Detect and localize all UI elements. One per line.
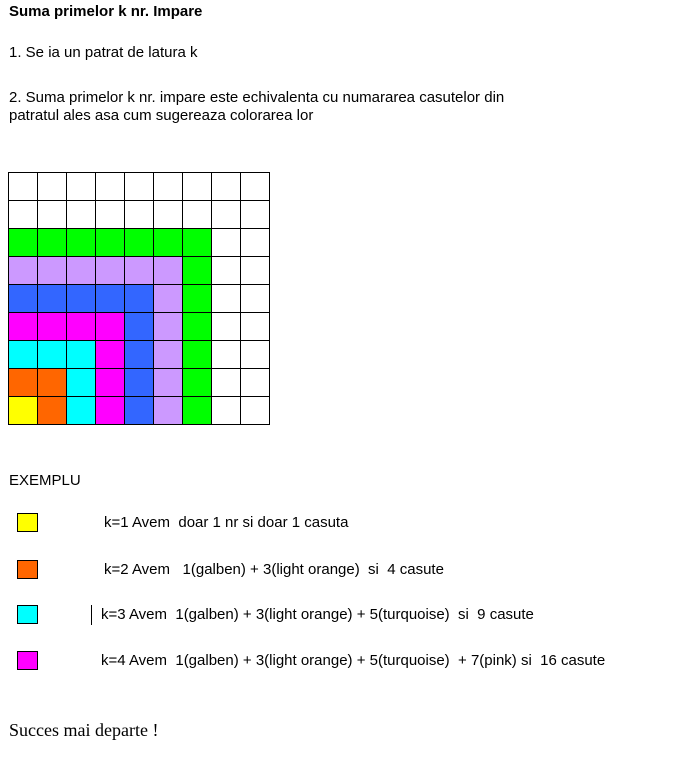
grid-cell bbox=[125, 173, 154, 201]
grid-cell bbox=[96, 257, 125, 285]
grid-cell bbox=[241, 285, 270, 313]
grid-cell bbox=[125, 341, 154, 369]
grid-cell bbox=[183, 397, 212, 425]
example-text-k4: k=4 Avem 1(galben) + 3(light orange) + 5(turquoise) + 7(pink) si 16 casute bbox=[101, 652, 606, 669]
grid-cell bbox=[67, 201, 96, 229]
example-heading: EXEMPLU bbox=[9, 472, 81, 489]
grid-cell bbox=[241, 257, 270, 285]
grid-cell bbox=[96, 201, 125, 229]
grid-cell bbox=[96, 341, 125, 369]
grid-cell bbox=[241, 369, 270, 397]
grid-cell bbox=[212, 257, 241, 285]
grid-cell bbox=[96, 173, 125, 201]
grid-cell bbox=[154, 313, 183, 341]
grid-cell bbox=[154, 257, 183, 285]
step-2-text bbox=[9, 89, 629, 125]
grid-cell bbox=[67, 285, 96, 313]
grid-cell bbox=[241, 201, 270, 229]
grid-cell bbox=[212, 313, 241, 341]
grid-cell bbox=[241, 229, 270, 257]
grid-cell bbox=[9, 341, 38, 369]
yellow-swatch bbox=[17, 513, 38, 532]
example-row-k2 bbox=[0, 560, 685, 582]
grid-cell bbox=[183, 369, 212, 397]
grid-cell bbox=[96, 313, 125, 341]
step-1-text: 1. Se ia un patrat de latura k bbox=[9, 44, 198, 61]
grid-cell bbox=[67, 341, 96, 369]
grid-cell bbox=[38, 369, 67, 397]
grid-cell bbox=[96, 229, 125, 257]
grid-cell bbox=[241, 341, 270, 369]
example-text-k2: k=2 Avem 1(galben) + 3(light orange) si 4 casute bbox=[104, 561, 444, 578]
grid-cell bbox=[212, 229, 241, 257]
grid-cell bbox=[67, 397, 96, 425]
grid-cell bbox=[38, 341, 67, 369]
grid-cell bbox=[241, 397, 270, 425]
grid-cell bbox=[38, 173, 67, 201]
grid-cell bbox=[67, 313, 96, 341]
example-text-k3: k=3 Avem 1(galben) + 3(light orange) + 5(turquoise) si 9 casute bbox=[101, 606, 534, 623]
closing-message: Succes mai departe ! bbox=[9, 720, 159, 740]
page-title: Suma primelor k nr. Impare bbox=[9, 3, 203, 20]
grid-cell bbox=[125, 201, 154, 229]
step-2-line-2: patratul ales asa cum sugereaza colorarea lor bbox=[9, 107, 314, 124]
grid-cell bbox=[212, 369, 241, 397]
turquoise-swatch bbox=[17, 605, 38, 624]
grid-cell bbox=[154, 173, 183, 201]
grid-cell bbox=[154, 369, 183, 397]
step-2-line-1: 2. Suma primelor k nr. impare este echivalenta cu numararea casutelor din bbox=[9, 89, 505, 106]
grid-cell bbox=[9, 285, 38, 313]
example-text-k1: k=1 Avem doar 1 nr si doar 1 casuta bbox=[104, 514, 349, 531]
grid-cell bbox=[96, 369, 125, 397]
orange-swatch bbox=[17, 560, 38, 579]
grid-cell bbox=[125, 229, 154, 257]
grid-cell bbox=[9, 313, 38, 341]
grid-cell bbox=[67, 257, 96, 285]
grid-cell bbox=[67, 173, 96, 201]
grid-cell bbox=[38, 201, 67, 229]
grid-cell bbox=[9, 369, 38, 397]
grid-cell bbox=[183, 257, 212, 285]
grid-cell bbox=[125, 369, 154, 397]
grid-cell bbox=[212, 285, 241, 313]
grid-cell bbox=[154, 229, 183, 257]
grid-cell bbox=[212, 397, 241, 425]
grid-cell bbox=[96, 285, 125, 313]
grid-cell bbox=[183, 229, 212, 257]
grid-cell bbox=[125, 257, 154, 285]
grid-cell bbox=[9, 201, 38, 229]
grid-cell bbox=[241, 173, 270, 201]
grid-cell bbox=[96, 397, 125, 425]
grid-cell bbox=[183, 173, 212, 201]
grid-cell bbox=[9, 257, 38, 285]
grid-cell bbox=[9, 397, 38, 425]
grid-cell bbox=[154, 285, 183, 313]
grid-cell bbox=[183, 341, 212, 369]
grid-cell bbox=[125, 313, 154, 341]
text-cursor bbox=[91, 605, 92, 625]
grid-cell bbox=[38, 229, 67, 257]
grid-cell bbox=[183, 285, 212, 313]
grid-cell bbox=[38, 397, 67, 425]
grid-cell bbox=[38, 285, 67, 313]
grid-cell bbox=[183, 313, 212, 341]
grid-cell bbox=[67, 229, 96, 257]
grid-cell bbox=[9, 229, 38, 257]
grid-cell bbox=[125, 397, 154, 425]
grid-cell bbox=[154, 341, 183, 369]
grid-cell bbox=[154, 397, 183, 425]
grid-cell bbox=[212, 173, 241, 201]
example-row-k3 bbox=[0, 605, 685, 627]
grid-cell bbox=[212, 201, 241, 229]
grid-cell bbox=[241, 313, 270, 341]
grid-cell bbox=[154, 201, 183, 229]
colored-square-grid bbox=[8, 172, 270, 425]
example-row-k1 bbox=[0, 513, 685, 535]
grid-cell bbox=[9, 173, 38, 201]
grid-cell bbox=[38, 257, 67, 285]
pink-swatch bbox=[17, 651, 38, 670]
example-row-k4 bbox=[0, 651, 685, 673]
grid-cell bbox=[38, 313, 67, 341]
grid-cell bbox=[67, 369, 96, 397]
grid-cell bbox=[125, 285, 154, 313]
grid-cell bbox=[183, 201, 212, 229]
grid-cell bbox=[212, 341, 241, 369]
